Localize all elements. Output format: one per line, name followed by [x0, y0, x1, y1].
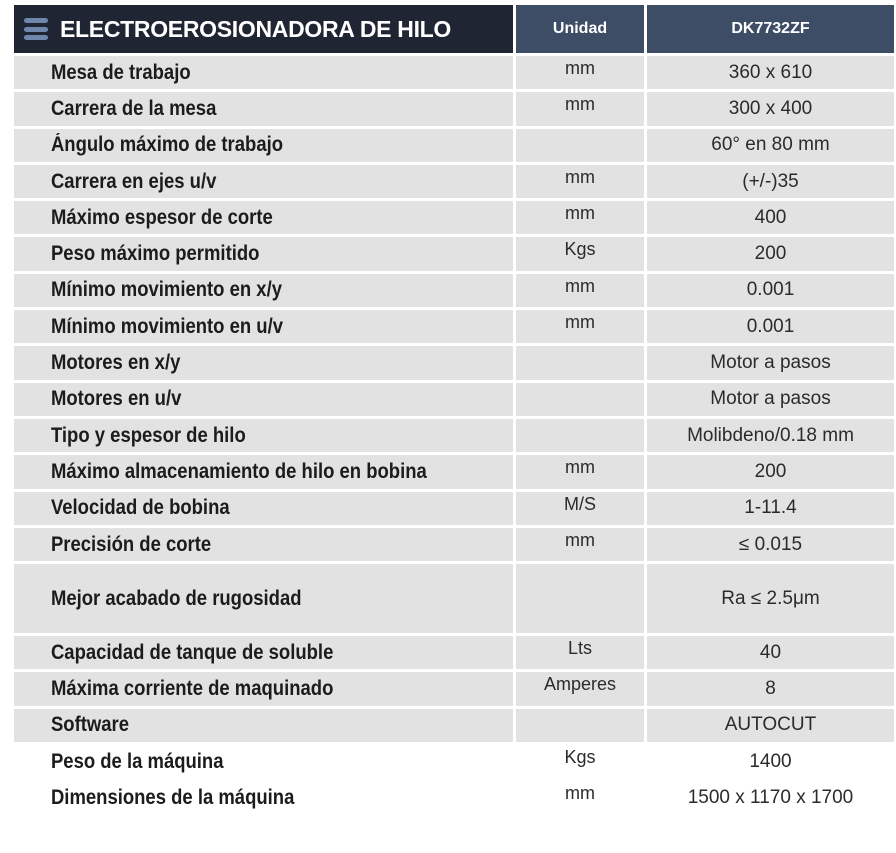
row-value: 400 [647, 201, 894, 234]
spec-table [14, 5, 894, 815]
table-title: ELECTROEROSIONADORA DE HILO [60, 15, 452, 42]
table-row [14, 525, 894, 561]
row-value: 200 [647, 237, 894, 270]
table-row [14, 489, 894, 525]
row-label: Carrera de la mesa [50, 96, 217, 120]
row-value: Ra ≤ 2.5μm [647, 564, 894, 633]
table-row [14, 452, 894, 488]
row-label: Velocidad de bobina [50, 496, 230, 520]
menu-icon [24, 18, 48, 40]
row-label: Mejor acabado de rugosidad [50, 586, 302, 610]
row-value: Motor a pasos [647, 346, 894, 379]
row-label: Carrera en ejes u/v [50, 169, 217, 193]
row-label: Peso máximo permitido [50, 242, 260, 266]
row-label: Peso de la máquina [50, 749, 224, 773]
row-value: 1500 x 1170 x 1700 [647, 781, 894, 814]
table-row [14, 778, 894, 814]
row-label: Motores en x/y [50, 351, 181, 375]
row-unit: mm [516, 528, 647, 561]
row-unit: mm [516, 455, 647, 488]
row-value: 1400 [647, 745, 894, 778]
row-unit [516, 419, 647, 452]
row-value: 40 [647, 636, 894, 669]
row-value: Molibdeno/0.18 mm [647, 419, 894, 452]
table-row [14, 669, 894, 705]
row-unit [516, 129, 647, 162]
row-unit: mm [516, 92, 647, 125]
table-row [14, 307, 894, 343]
row-label: Capacidad de tanque de soluble [50, 640, 334, 664]
row-value: (+/-)35 [647, 165, 894, 198]
row-unit: mm [516, 310, 647, 343]
row-label: Motores en u/v [50, 387, 182, 411]
row-unit: M/S [516, 492, 647, 525]
row-label: Máximo almacenamiento de hilo en bobina [50, 459, 427, 483]
table-row [14, 271, 894, 307]
row-value: ≤ 0.015 [647, 528, 894, 561]
row-value: AUTOCUT [647, 709, 894, 742]
row-value: 1-11.4 [647, 492, 894, 525]
row-unit: mm [516, 56, 647, 89]
row-label: Software [50, 713, 130, 737]
table-row [14, 633, 894, 669]
row-unit [516, 383, 647, 416]
table-header [14, 5, 894, 53]
row-value: 0.001 [647, 310, 894, 343]
row-unit [516, 709, 647, 742]
table-row [14, 234, 894, 270]
row-value: 200 [647, 455, 894, 488]
row-label: Precisión de corte [50, 532, 212, 556]
table-row [14, 89, 894, 125]
row-value: Motor a pasos [647, 383, 894, 416]
row-unit: Amperes [516, 672, 647, 705]
row-label: Tipo y espesor de hilo [50, 423, 246, 447]
row-value: 0.001 [647, 274, 894, 307]
row-label: Máximo espesor de corte [50, 205, 273, 229]
row-unit: mm [516, 274, 647, 307]
row-label: Máxima corriente de maquinado [50, 677, 334, 701]
row-unit: mm [516, 201, 647, 234]
row-label: Mínimo movimiento en x/y [50, 278, 283, 302]
table-row [14, 343, 894, 379]
row-label: Mesa de trabajo [50, 60, 191, 84]
header-model: DK7732ZF [647, 5, 894, 53]
table-row [14, 380, 894, 416]
header-unit: Unidad [516, 5, 647, 53]
header-title-cell [14, 5, 516, 53]
table-row [14, 162, 894, 198]
row-unit: Lts [516, 636, 647, 669]
row-label: Mínimo movimiento en u/v [50, 314, 284, 338]
row-unit [516, 564, 647, 633]
row-label: Ángulo máximo de trabajo [50, 133, 284, 157]
table-row [14, 53, 894, 89]
row-value: 8 [647, 672, 894, 705]
row-unit: Kgs [516, 237, 647, 270]
row-unit [516, 346, 647, 379]
table-row [14, 561, 894, 633]
table-row [14, 416, 894, 452]
row-value: 300 x 400 [647, 92, 894, 125]
table-row [14, 706, 894, 742]
row-label: Dimensiones de la máquina [50, 785, 295, 809]
table-row [14, 126, 894, 162]
row-unit: mm [516, 781, 647, 814]
table-row [14, 742, 894, 778]
row-unit: Kgs [516, 745, 647, 778]
table-row [14, 198, 894, 234]
row-value: 60° en 80 mm [647, 129, 894, 162]
row-value: 360 x 610 [647, 56, 894, 89]
row-unit: mm [516, 165, 647, 198]
